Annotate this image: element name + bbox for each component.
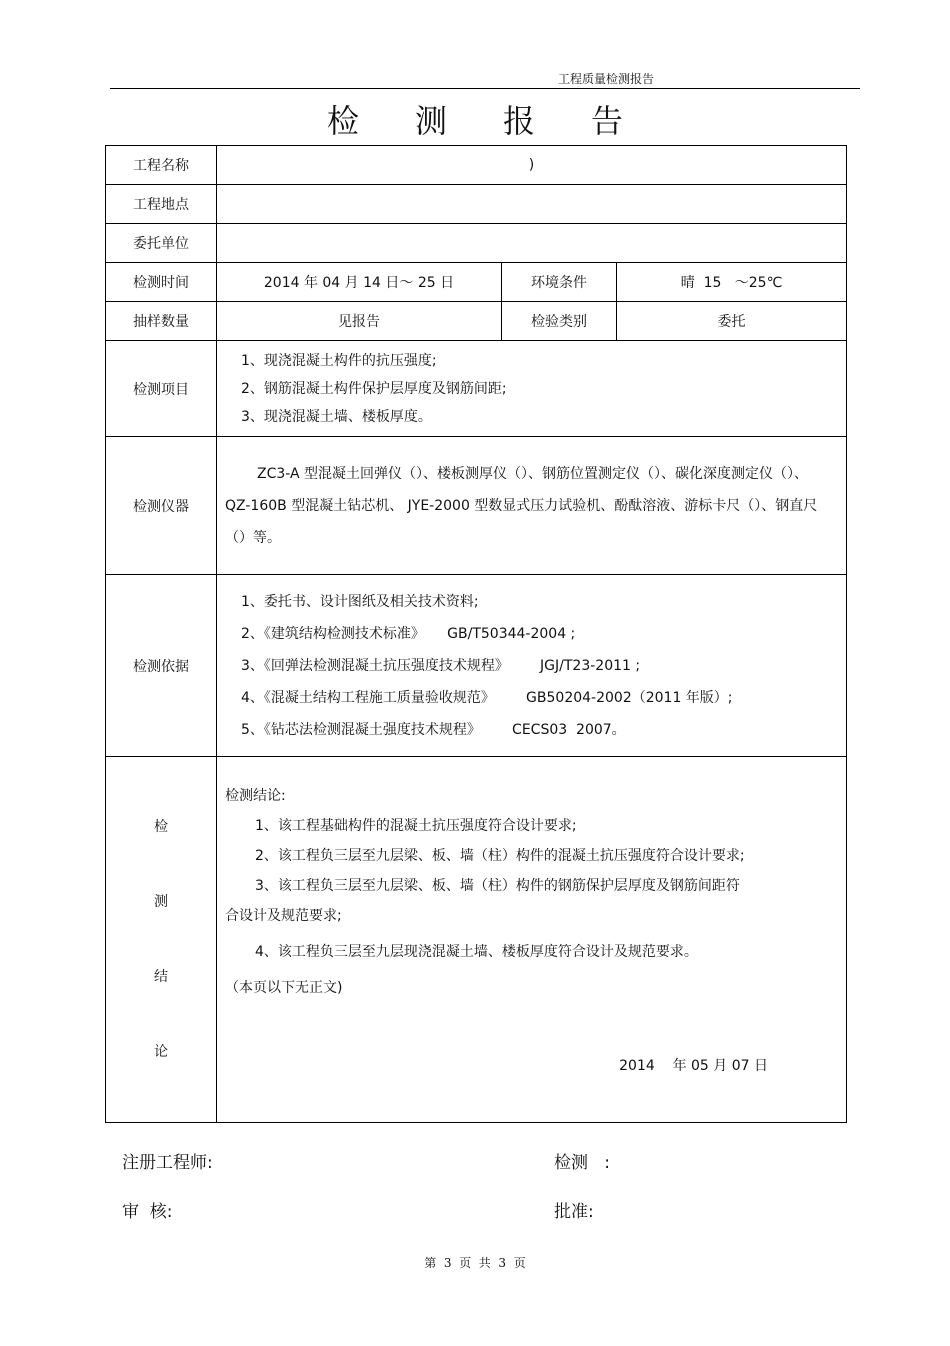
basis-item-2: 2、《建筑结构检测技术标准》 GB/T50344-2004 ;	[241, 625, 576, 642]
conclusion-cell	[217, 757, 847, 1123]
conclusion-item-2: 2、该工程负三层至九层梁、板、墙（柱）构件的混凝土抗压强度符合设计要求;	[255, 848, 745, 864]
approver-signature: 批准:	[554, 1202, 594, 1222]
row-project-name	[106, 146, 847, 185]
project-name-label: 工程名称	[106, 146, 217, 185]
items-cell	[217, 341, 847, 437]
conclusion-item-3-cont: 合设计及规范要求;	[225, 908, 342, 924]
conclusion-label-char-4: 论	[154, 1043, 168, 1060]
project-location-label: 工程地点	[106, 185, 217, 224]
conclusion-end-note: （本页以下无正文)	[225, 980, 343, 996]
basis-item-1: 1、委托书、设计图纸及相关技术资料;	[241, 593, 479, 610]
row-client	[106, 224, 847, 263]
row-basis	[106, 575, 847, 757]
inspector-signature: 检测 :	[554, 1153, 610, 1173]
basis-item-4: 4、《混凝土结构工程施工质量验收规范》 GB50204-2002（2011 年版）;	[241, 689, 733, 706]
item-1: 1、现浇混凝土构件的抗压强度;	[241, 352, 437, 369]
conclusion-label-char-3: 结	[154, 968, 168, 985]
conclusion-date: 2014 年 05 月 07 日	[619, 1058, 768, 1074]
row-instruments	[106, 437, 847, 575]
conclusion-label	[106, 757, 217, 1123]
row-project-location	[106, 185, 847, 224]
instruments-label: 检测仪器	[106, 437, 217, 575]
sample-qty-value: 见报告	[217, 302, 502, 341]
conclusion-item-4: 4、该工程负三层至九层现浇混凝土墙、楼板厚度符合设计及规范要求。	[255, 944, 698, 960]
project-name-value: )	[217, 146, 847, 185]
environment-label: 环境条件	[502, 263, 617, 302]
instruments-cell	[217, 437, 847, 575]
conclusion-label-char-2: 测	[154, 893, 168, 910]
client-label: 委托单位	[106, 224, 217, 263]
environment-value: 晴 15 ～25℃	[617, 263, 847, 302]
basis-item-5: 5、《钻芯法检测混凝土强度技术规程》 CECS03 2007。	[241, 721, 626, 738]
running-header: 工程质量检测报告	[557, 72, 654, 86]
reviewer-signature: 审 核:	[122, 1202, 173, 1222]
test-time-label: 检测时间	[106, 263, 217, 302]
items-label: 检测项目	[106, 341, 217, 437]
basis-cell	[217, 575, 847, 757]
conclusion-item-3: 3、该工程负三层至九层梁、板、墙（柱）构件的钢筋保护层厚度及钢筋间距符	[255, 878, 740, 894]
item-2: 2、钢筋混凝土构件保护层厚度及钢筋间距;	[241, 380, 507, 397]
basis-item-3: 3、《回弹法检测混凝土抗压强度技术规程》 JGJ/T23-2011 ;	[241, 657, 641, 674]
row-items	[106, 341, 847, 437]
instruments-text: ZC3-A 型混凝土回弹仪（）、楼板测厚仪（）、钢筋位置测定仪（）、碳化深度测定仪（）、 QZ-160B 型混凝土钻芯机、 JYE-2000 型数显式压力试验机、酚酞溶液、游标卡尺（）、钢直尺（）等。	[225, 465, 818, 546]
conclusion-heading: 检测结论:	[225, 788, 286, 804]
conclusion-label-char-1: 检	[154, 818, 168, 835]
engineer-signature: 注册工程师:	[122, 1153, 213, 1173]
basis-label: 检测依据	[106, 575, 217, 757]
doc-title: 检测报告	[326, 102, 679, 140]
conclusion-item-1: 1、该工程基础构件的混凝土抗压强度符合设计要求;	[255, 818, 577, 834]
inspection-type-label: 检验类别	[502, 302, 617, 341]
sample-qty-label: 抽样数量	[106, 302, 217, 341]
client-value	[217, 224, 847, 263]
row-conclusion	[106, 757, 847, 1123]
test-time-value: 2014 年 04 月 14 日～ 25 日	[217, 263, 502, 302]
report-table	[105, 145, 847, 1123]
row-test-time	[106, 263, 847, 302]
page-footer: 第 3 页 共 3 页	[424, 1256, 526, 1270]
header-rule	[110, 88, 860, 89]
item-3: 3、现浇混凝土墙、楼板厚度。	[241, 408, 432, 425]
project-location-value	[217, 185, 847, 224]
row-sample-qty	[106, 302, 847, 341]
inspection-type-value: 委托	[617, 302, 847, 341]
